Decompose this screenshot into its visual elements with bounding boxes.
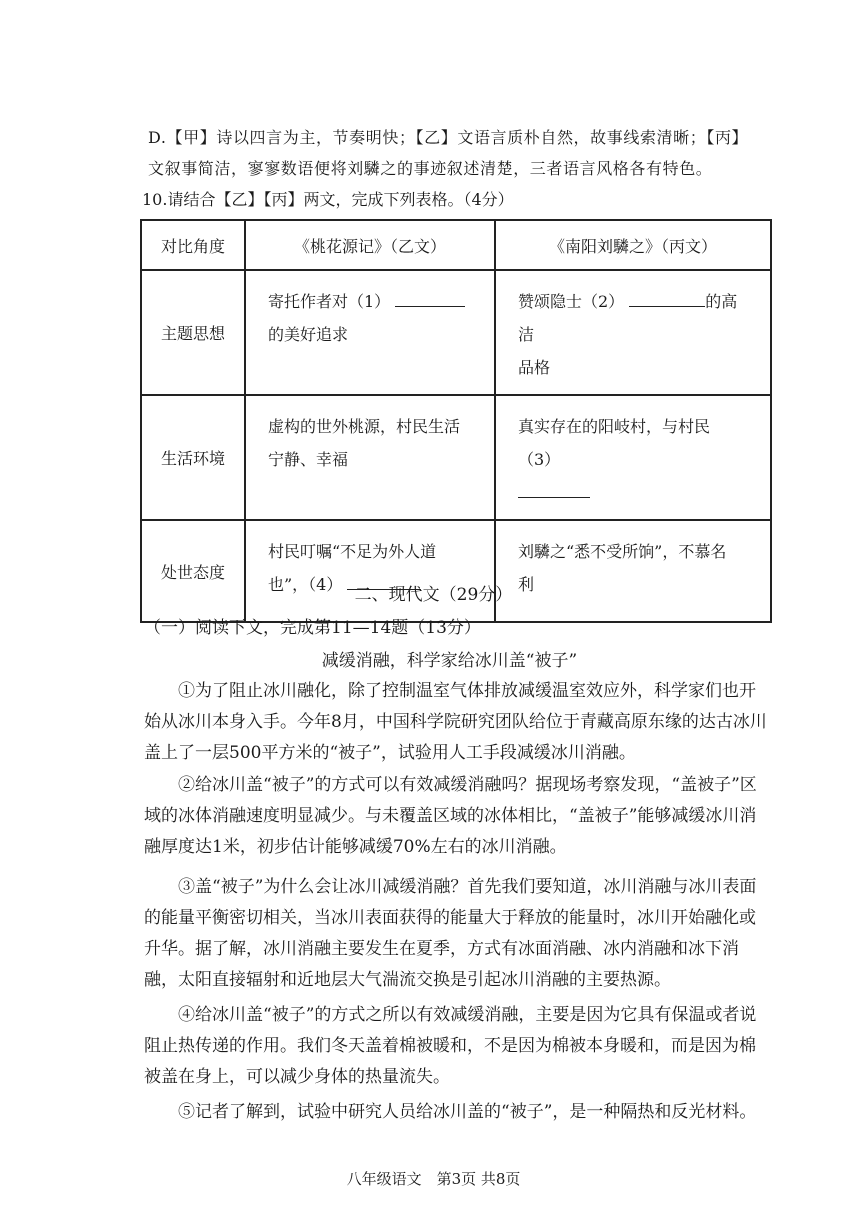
option-d-line-2: 文叙事简洁，寥寥数语便将刘驎之的事迹叙述清楚，三者语言风格各有特色。 xyxy=(148,159,713,178)
row-label: 处世态度 xyxy=(141,520,245,622)
row-label: 生活环境 xyxy=(141,395,245,520)
cell-text: 村民叮嘱“不足为外人道 xyxy=(268,542,437,561)
table-row xyxy=(141,395,771,520)
article-title: 减缓消融，科学家给冰川盖“被子” xyxy=(321,651,578,671)
section-title: 二、现代文（29分） xyxy=(354,585,513,605)
table-cell xyxy=(495,270,771,395)
table-row xyxy=(141,270,771,395)
cell-text: 寄托作者对（1） xyxy=(268,292,391,311)
cell-text: 也”，（4） xyxy=(268,575,343,594)
cell-text: 刘驎之“悉不受所饷”，不慕名 xyxy=(518,542,727,561)
cell-text: 真实存在的阳岐村，与村民（3） xyxy=(518,417,711,469)
page-footer: 八年级语文 第3页 共8页 xyxy=(346,1170,521,1188)
table-header-cell: 《南阳刘驎之》（丙文） xyxy=(495,220,771,270)
table-header-cell: 《桃花源记》（乙文） xyxy=(245,220,495,270)
question-10: 10.请结合【乙】【丙】两文，完成下列表格。（4分） xyxy=(142,190,514,209)
subsection-title: （一）阅读下文，完成第11—14题（13分） xyxy=(144,618,481,638)
table-cell xyxy=(495,395,771,520)
article-paragraph: ③盖“被子”为什么会让冰川减缓消融？首先我们要知道，冰川消融与冰川表面的能量平衡密切相关，当冰川表面获得的能量大于释放的能量时，冰川开始融化或升华。据了解，冰川消融主要发生在夏季，方式有冰面消融、冰内消融和冰下消融，太阳直接辐射和近地层大气湍流交换是引起冰川消融的主要热源。 xyxy=(144,877,757,990)
answer-blank-1[interactable] xyxy=(395,290,465,307)
cell-text: 品格 xyxy=(518,358,551,377)
cell-text: 利 xyxy=(518,575,535,594)
row-label: 主题思想 xyxy=(141,270,245,395)
answer-blank-2[interactable] xyxy=(629,290,705,307)
table-cell xyxy=(245,270,495,395)
cell-text: 的美好追求 xyxy=(268,325,349,344)
article-paragraph: ⑤记者了解到，试验中研究人员给冰川盖的“被子”，是一种隔热和反光材料。 xyxy=(178,1102,757,1122)
table-cell xyxy=(495,520,771,622)
comparison-table xyxy=(140,219,772,623)
table-header-row xyxy=(141,220,771,270)
table-cell xyxy=(245,395,495,520)
cell-text: 宁静、幸福 xyxy=(268,450,349,469)
table-header-cell: 对比角度 xyxy=(141,220,245,270)
answer-blank-3[interactable] xyxy=(518,481,590,498)
article-paragraph: ①为了阻止冰川融化，除了控制温室气体排放减缓温室效应外，科学家们也开始从冰川本身入手。今年8月，中国科学院研究团队给位于青藏高原东缘的达古冰川盖上了一层500平方米的“被子”，试验用人工手段减缓冰川消融。 xyxy=(144,681,767,763)
article-paragraph: ②给冰川盖“被子”的方式可以有效减缓消融吗？据现场考察发现，“盖被子”区域的冰体消融速度明显减少。与未覆盖区域的冰体相比，“盖被子”能够减缓冰川消融厚度达1米，初步估计能够减缓70%左右的冰川消融。 xyxy=(144,775,757,857)
table-cell xyxy=(245,520,495,622)
cell-text: 赞颂隐士（2） xyxy=(518,292,625,311)
article-paragraph: ④给冰川盖“被子”的方式之所以有效减缓消融，主要是因为它具有保温或者说阻止热传递的作用。我们冬天盖着棉被暖和，不是因为棉被本身暖和，而是因为棉被盖在身上，可以减少身体的热量流失。 xyxy=(144,1005,757,1087)
option-d-line-1: D.【甲】诗以四言为主，节奏明快；【乙】文语言质朴自然，故事线索清晰；【丙】 xyxy=(148,128,749,147)
cell-text: 虚构的世外桃源，村民生活 xyxy=(268,417,461,436)
table-row xyxy=(141,520,771,622)
cell-text: 的高洁 xyxy=(518,292,738,344)
